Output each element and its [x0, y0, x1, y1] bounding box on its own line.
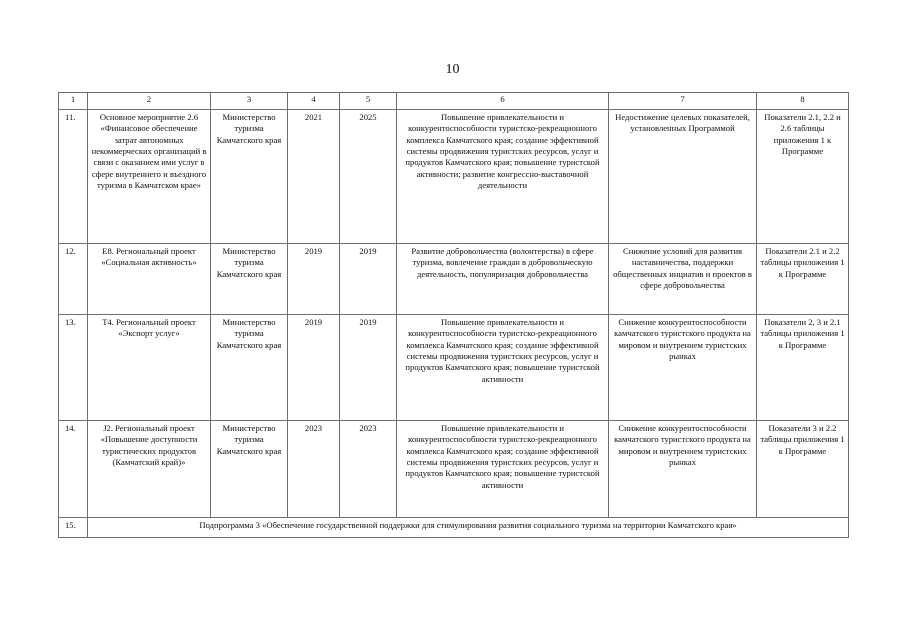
column-number: 3	[211, 93, 288, 110]
row-number: 14.	[59, 421, 88, 518]
related-indicators: Показатели 2.1, 2.2 и 2.6 таблицы приложения 1 к Программе	[757, 110, 849, 244]
related-indicators: Показатели 2.1 и 2.2 таблицы приложения 1 к Программе	[757, 244, 849, 315]
row-number: 11.	[59, 110, 88, 244]
start-year: 2019	[288, 244, 340, 315]
subprogram-row	[59, 518, 849, 538]
non-implementation-consequence: Недостижение целевых показателей, установленных Программой	[609, 110, 757, 244]
column-number: 1	[59, 93, 88, 110]
column-number: 4	[288, 93, 340, 110]
column-number: 6	[397, 93, 609, 110]
row-number: 15.	[59, 518, 88, 538]
non-implementation-consequence: Снижение условий для развития наставничества, поддержки общественных инциатив и проектов в сфере добровольчества	[609, 244, 757, 315]
table-row	[59, 315, 849, 421]
row-number: 12.	[59, 244, 88, 315]
program-measures-table	[58, 92, 849, 538]
table-row	[59, 421, 849, 518]
measure-name: E8. Региональный проект «Социальная активность»	[88, 244, 211, 315]
responsible-executor: Министерство туризма Камчатского края	[211, 110, 288, 244]
expected-result: Развитие добровольчества (волонтерства) в сфере туризма, вовлечение граждан в добровольческую деятельность, популяризация добровольчества	[397, 244, 609, 315]
responsible-executor: Министерство туризма Камчатского края	[211, 244, 288, 315]
expected-result: Повышение привлекательности и конкурентоспособности туристско-рекреационного комплекса Камчатского края; создание эффективной системы продвижения туристских ресурсов, услуг и продуктов Камчатского края; повышение туристской активности	[397, 421, 609, 518]
column-number: 2	[88, 93, 211, 110]
related-indicators: Показатели 2, 3 и 2.1 таблицы приложения 1 к Программе	[757, 315, 849, 421]
start-year: 2021	[288, 110, 340, 244]
expected-result: Повышение привлекательности и конкурентоспособности туристско-рекреационного комплекса Камчатского края; создание эффективной системы продвижения туристских ресурсов, услуг и продуктов Камчатского края; повышение туристской активности	[397, 315, 609, 421]
measure-name: J2. Региональный проект «Повышение доступности туристических продуктов (Камчатский край)»	[88, 421, 211, 518]
column-number-row	[59, 93, 849, 110]
end-year: 2019	[340, 244, 397, 315]
column-number: 8	[757, 93, 849, 110]
column-number: 7	[609, 93, 757, 110]
row-number: 13.	[59, 315, 88, 421]
responsible-executor: Министерство туризма Камчатского края	[211, 315, 288, 421]
subprogram-title: Подпрограмма 3 «Обеспечение государственной поддержки для стимулирования развития социального туризма на территории Камчатского края»	[88, 518, 849, 538]
start-year: 2019	[288, 315, 340, 421]
end-year: 2019	[340, 315, 397, 421]
related-indicators: Показатели 3 и 2.2 таблицы приложения 1 к Программе	[757, 421, 849, 518]
non-implementation-consequence: Снижение конкурентоспособности камчатского туристского продукта на мировом и внутреннем туристских рынках	[609, 315, 757, 421]
column-number: 5	[340, 93, 397, 110]
start-year: 2023	[288, 421, 340, 518]
table-row	[59, 110, 849, 244]
end-year: 2025	[340, 110, 397, 244]
end-year: 2023	[340, 421, 397, 518]
responsible-executor: Министерство туризма Камчатского края	[211, 421, 288, 518]
page-number: 10	[445, 62, 460, 77]
non-implementation-consequence: Снижение конкурентоспособности камчатского туристского продукта на мировом и внутреннем туристских рынках	[609, 421, 757, 518]
measure-name: Основное мероприятие 2.6 «Финансовое обеспечение затрат автономных некоммерческих организаций в связи с оказанием ими услуг в сфере внутреннего и въездного туризма в Камчатском крае»	[88, 110, 211, 244]
expected-result: Повышение привлекательности и конкурентоспособности туристско-рекреационного комплекса Камчатского края; создание эффективной системы продвижения туристских ресурсов, услуг и продуктов Камчатского края; повышение туристской активности; развитие конгрессно-выставочной деятельности	[397, 110, 609, 244]
measure-name: T4. Региональный проект «Экспорт услуг»	[88, 315, 211, 421]
table-row	[59, 244, 849, 315]
